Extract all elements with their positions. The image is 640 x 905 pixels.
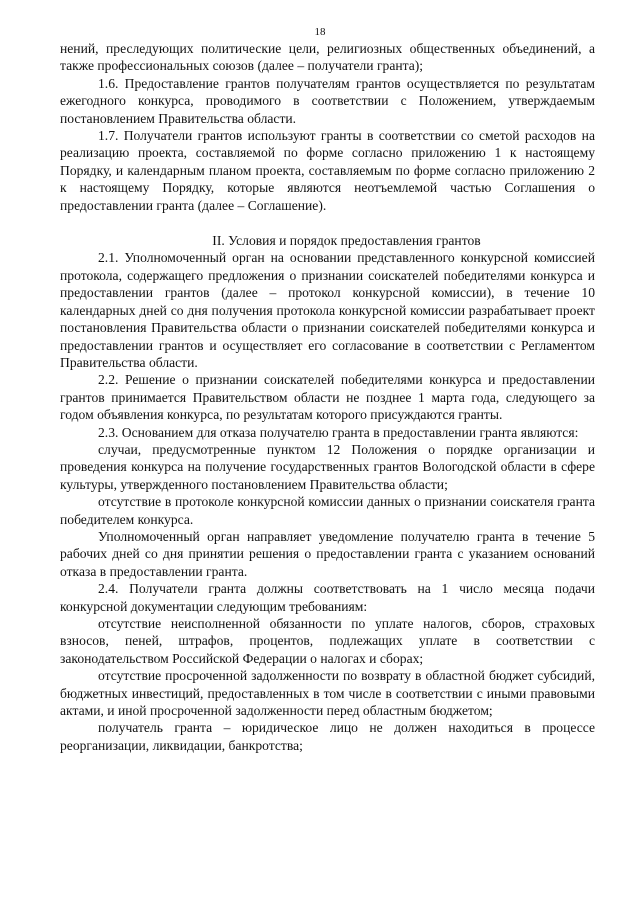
paragraph-continuation: нений, преследующих политические цели, религиозных общественных объединений, а также профессиональных союзов (далее – получатели гранта); bbox=[60, 41, 595, 74]
paragraph-1-7: 1.7. Получатели грантов используют гранты в соответствии со сметой расходов на реализацию проекта, составляемой по форме согласно приложению 1 к настоящему Порядку, и календарным планом проекта, составляемым по форме согласно приложению 2 к настоящему Порядку, которые являются неотъемлемой частью Соглашения о предоставлении гранта (далее – Соглашение). bbox=[60, 128, 595, 213]
paragraph-2-4-req-2: отсутствие просроченной задолженности по возврату в областной бюджет субсидий, бюджетных инвестиций, предоставленных в том числе в соответствии с иными правовыми актами, и иной просроченной задолженности перед областным бюджетом; bbox=[60, 668, 595, 719]
page-number: 18 bbox=[314, 26, 326, 38]
paragraph-2-3-case-2: отсутствие в протоколе конкурсной комиссии данных о признании соискателя гранта победителем конкурса. bbox=[60, 494, 595, 527]
section-title: II. Условия и порядок предоставления грантов bbox=[212, 233, 481, 249]
paragraph-1-6: 1.6. Предоставление грантов получателям грантов осуществляется по результатам ежегодного конкурса, проводимого в соответствии с Положением, утверждаемым постановлением Правительства области. bbox=[60, 75, 595, 126]
paragraph-2-4-req-3: получатель гранта – юридическое лицо не должен находиться в процессе реорганизации, ликвидации, банкротства; bbox=[60, 720, 595, 753]
paragraph-2-2: 2.2. Решение о признании соискателей победителями конкурса и предоставлении грантов принимается Правительством области не позднее 1 марта года, следующего за годом объявления конкурса, по результатам которого присуждаются гранты. bbox=[60, 372, 595, 423]
paragraph-notification: Уполномоченный орган направляет уведомление получателю гранта в течение 5 рабочих дней со дня принятии решения о предоставлении гранта с указанием оснований отказа в предоставлении гранта. bbox=[60, 528, 595, 579]
paragraph-2-3: 2.3. Основанием для отказа получателю гранта в предоставлении гранта являются: bbox=[98, 424, 579, 440]
paragraph-2-4: 2.4. Получатели гранта должны соответствовать на 1 число месяца подачи конкурсной документации следующим требованиям: bbox=[60, 581, 595, 614]
document-body bbox=[60, 40, 595, 754]
paragraph-2-3-case-1: случаи, предусмотренные пунктом 12 Положения о порядке организации и проведения конкурса на получение государственных грантов Вологодской области в сфере культуры, утвержденного постановлением Правительства области; bbox=[60, 441, 595, 492]
paragraph-2-4-req-1: отсутствие неисполненной обязанности по уплате налогов, сборов, страховых взносов, пеней, штрафов, процентов, подлежащих уплате в соответствии с законодательством Российской Федерации о налогах и сборах; bbox=[60, 616, 595, 666]
paragraph-2-1: 2.1. Уполномоченный орган на основании представленного конкурсной комиссией протокола, содержащего предложения о признании соискателей победителями конкурса и предоставлении грантов (далее – протокол конкурсной комиссии), в течение 10 календарных дней со дня получения протокола конкурсной комиссии разрабатывает проект постановления Правительства области о признании соискателей победителями конкурса и предоставлении грантов и осуществляет его согласование в соответствии с Регламентом Правительства области. bbox=[60, 250, 595, 370]
